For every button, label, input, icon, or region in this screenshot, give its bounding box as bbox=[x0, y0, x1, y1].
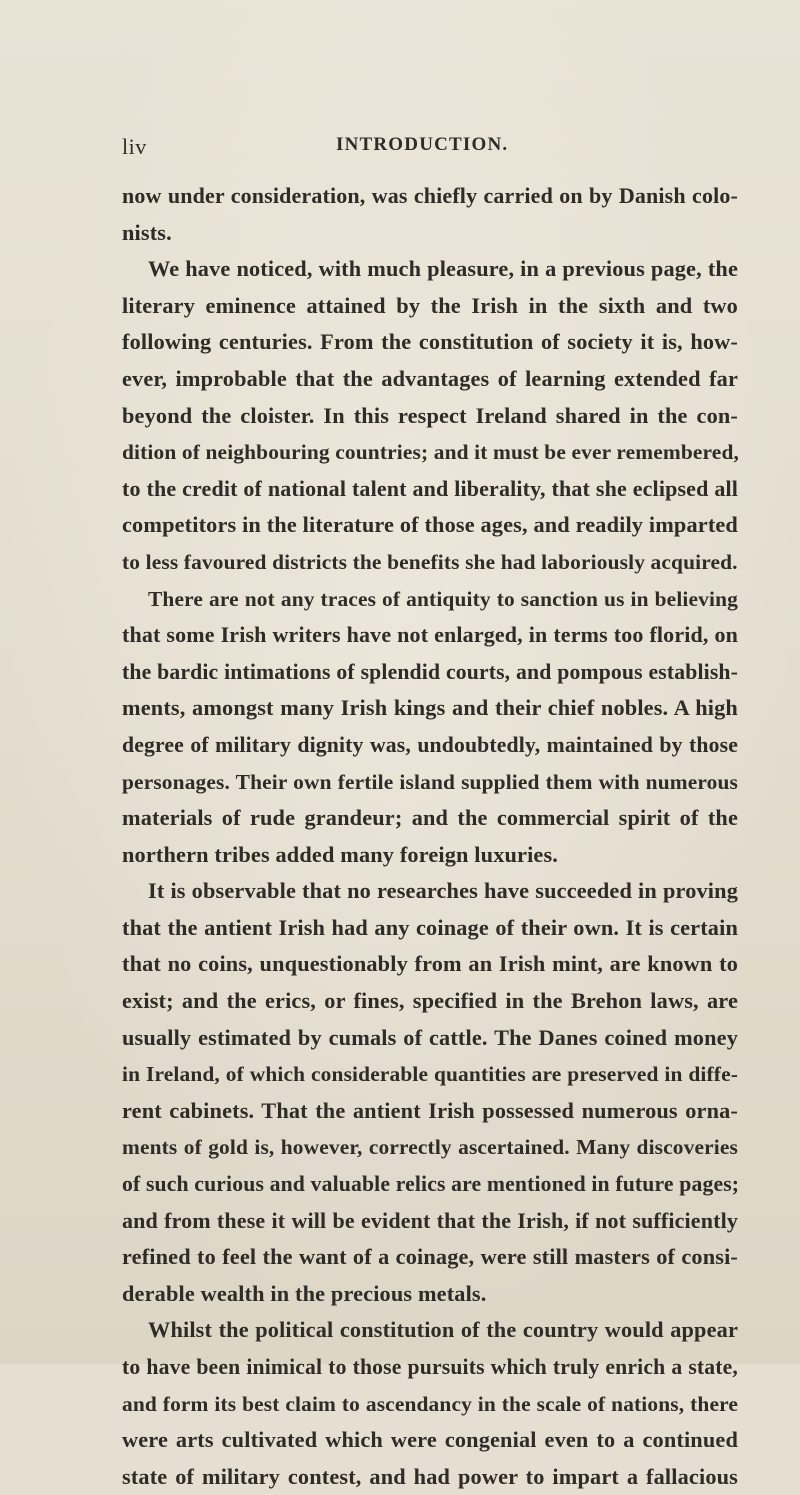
text-line: following centuries. From the constitution of society it is, how- bbox=[122, 329, 738, 355]
text-line: rent cabinets. That the antient Irish possessed numerous orna- bbox=[122, 1097, 738, 1123]
text-line: that no coins, unquestionably from an Irish mint, are known to bbox=[122, 951, 738, 977]
text-line: in Ireland, of which considerable quantities are preserved in diffe- bbox=[122, 1062, 738, 1087]
text-line: refined to feel the want of a coinage, were still masters of consi- bbox=[122, 1244, 738, 1270]
text-line: competitors in the literature of those ages, and readily imparted bbox=[122, 512, 738, 538]
text-line: ments of gold is, however, correctly ascertained. Many discoveries bbox=[122, 1135, 738, 1160]
text-line: northern tribes added many foreign luxuries. bbox=[122, 841, 559, 867]
text-line: literary eminence attained by the Irish in the sixth and two bbox=[122, 292, 738, 318]
text-line: and from these it will be evident that the Irish, if not sufficiently bbox=[122, 1207, 738, 1233]
paragraph-first-line: It is observable that no researches have succeeded in proving bbox=[148, 878, 738, 904]
text-line: derable wealth in the precious metals. bbox=[122, 1280, 487, 1306]
paragraph-first-line: Whilst the political constitution of the country would appear bbox=[148, 1317, 738, 1343]
text-line: to have been inimical to those pursuits which truly enrich a state, bbox=[122, 1355, 738, 1379]
paragraph-first-line: We have noticed, with much pleasure, in a previous page, the bbox=[148, 256, 738, 282]
text-line: that the antient Irish had any coinage of their own. It is certain bbox=[122, 914, 738, 940]
text-line: and form its best claim to ascendancy in the scale of nations, there bbox=[122, 1391, 738, 1416]
text-line: now under consideration, was chiefly carried on by Danish colo- bbox=[122, 183, 738, 208]
text-line: the bardic intimations of splendid courts, and pompous establish- bbox=[122, 659, 738, 684]
text-line: to less favoured districts the benefits she had laboriously acquired. bbox=[122, 549, 738, 574]
text-line: of such curious and valuable relics are mentioned in future pages; bbox=[122, 1172, 740, 1197]
text-line: usually estimated by cumals of cattle. The Danes coined money bbox=[122, 1024, 738, 1050]
text-line: degree of military dignity was, undoubtedly, maintained by those bbox=[122, 732, 738, 757]
text-line: materials of rude grandeur; and the commercial spirit of the bbox=[122, 805, 738, 831]
text-line: ments, amongst many Irish kings and their chief nobles. A high bbox=[122, 695, 738, 721]
text-line: to the credit of national talent and liberality, that she eclipsed all bbox=[122, 475, 738, 501]
page-number: liv bbox=[122, 134, 147, 159]
page-header bbox=[122, 134, 722, 164]
text-line: exist; and the erics, or fines, specified in the Brehon laws, are bbox=[122, 988, 738, 1014]
text-line: nists. bbox=[122, 219, 172, 245]
body-text bbox=[122, 178, 738, 1495]
text-line: ever, improbable that the advantages of learning extended far bbox=[122, 365, 738, 391]
text-line: state of military contest, and had power to impart a fallacious bbox=[122, 1463, 738, 1489]
running-title: INTRODUCTION. bbox=[336, 134, 509, 155]
paragraph-first-line: There are not any traces of antiquity to sanction us in believing bbox=[148, 586, 738, 611]
text-line: that some Irish writers have not enlarged, in terms too florid, on bbox=[122, 622, 738, 648]
text-line: were arts cultivated which were congenial even to a continued bbox=[122, 1427, 738, 1453]
text-line: beyond the cloister. In this respect Ireland shared in the con- bbox=[122, 402, 738, 428]
text-line: dition of neighbouring countries; and it must be ever remembered, bbox=[122, 440, 739, 465]
text-line: personages. Their own fertile island supplied them with numerous bbox=[122, 769, 738, 794]
